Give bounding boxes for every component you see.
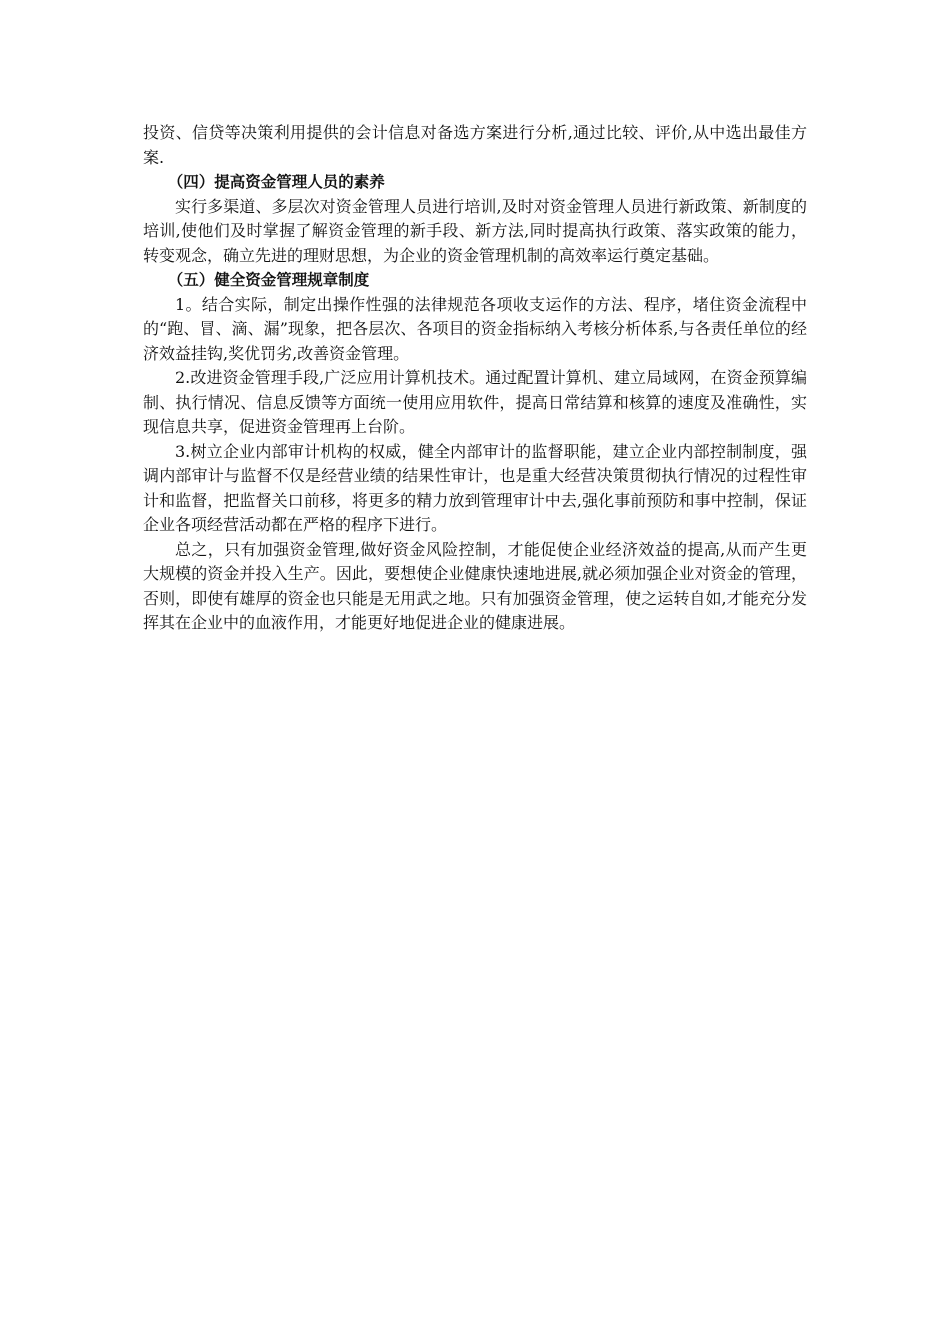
- paragraph-item-1: 1。结合实际，制定出操作性强的法律规范各项收支运作的方法、程序，堵住资金流程中的“跑、冒、滴、漏”现象，把各层次、各项目的资金指标纳入考核分析体系,与各责任单位的经济效益挂钩,奖优罚劣,改善资金管理。: [143, 294, 807, 363]
- paragraph-training: 实行多渠道、多层次对资金管理人员进行培训,及时对资金管理人员进行新政策、新制度的培训,使他们及时掌握了解资金管理的新手段、新方法,同时提高执行政策、落实政策的能力，转变观念，确立先进的理财思想，为企业的资金管理机制的高效率运行奠定基础。: [143, 196, 807, 265]
- document-body: [143, 121, 807, 636]
- paragraph-continuation: 投资、信贷等决策利用提供的会计信息对备选方案进行分析,通过比较、评价,从中选出最佳方案.: [143, 123, 807, 167]
- paragraph-conclusion: 总之，只有加强资金管理,做好资金风险控制，才能促使企业经济效益的提高,从而产生更大规模的资金并投入生产。因此，要想使企业健康快速地进展,就必须加强企业对资金的管理，否则，即使有雄厚的资金也只能是无用武之地。只有加强资金管理，使之运转自如,才能充分发挥其在企业中的血液作用，才能更好地促进企业的健康进展。: [143, 539, 807, 632]
- section-heading-5: （五）健全资金管理规章制度: [167, 271, 370, 289]
- section-heading-4: （四）提高资金管理人员的素养: [167, 173, 385, 191]
- paragraph-item-3: 3.树立企业内部审计机构的权威，健全内部审计的监督职能，建立企业内部控制制度，强调内部审计与监督不仅是经营业绩的结果性审计，也是重大经营决策贯彻执行情况的过程性审计和监督，把监督关口前移，将更多的精力放到管理审计中去,强化事前预防和事中控制，保证企业各项经营活动都在严格的程序下进行。: [143, 441, 807, 534]
- paragraph-item-2: 2.改进资金管理手段,广泛应用计算机技术。通过配置计算机、建立局域网，在资金预算编制、执行情况、信息反馈等方面统一使用应用软件，提高日常结算和核算的速度及准确性，实现信息共享，促进资金管理再上台阶。: [143, 368, 807, 436]
